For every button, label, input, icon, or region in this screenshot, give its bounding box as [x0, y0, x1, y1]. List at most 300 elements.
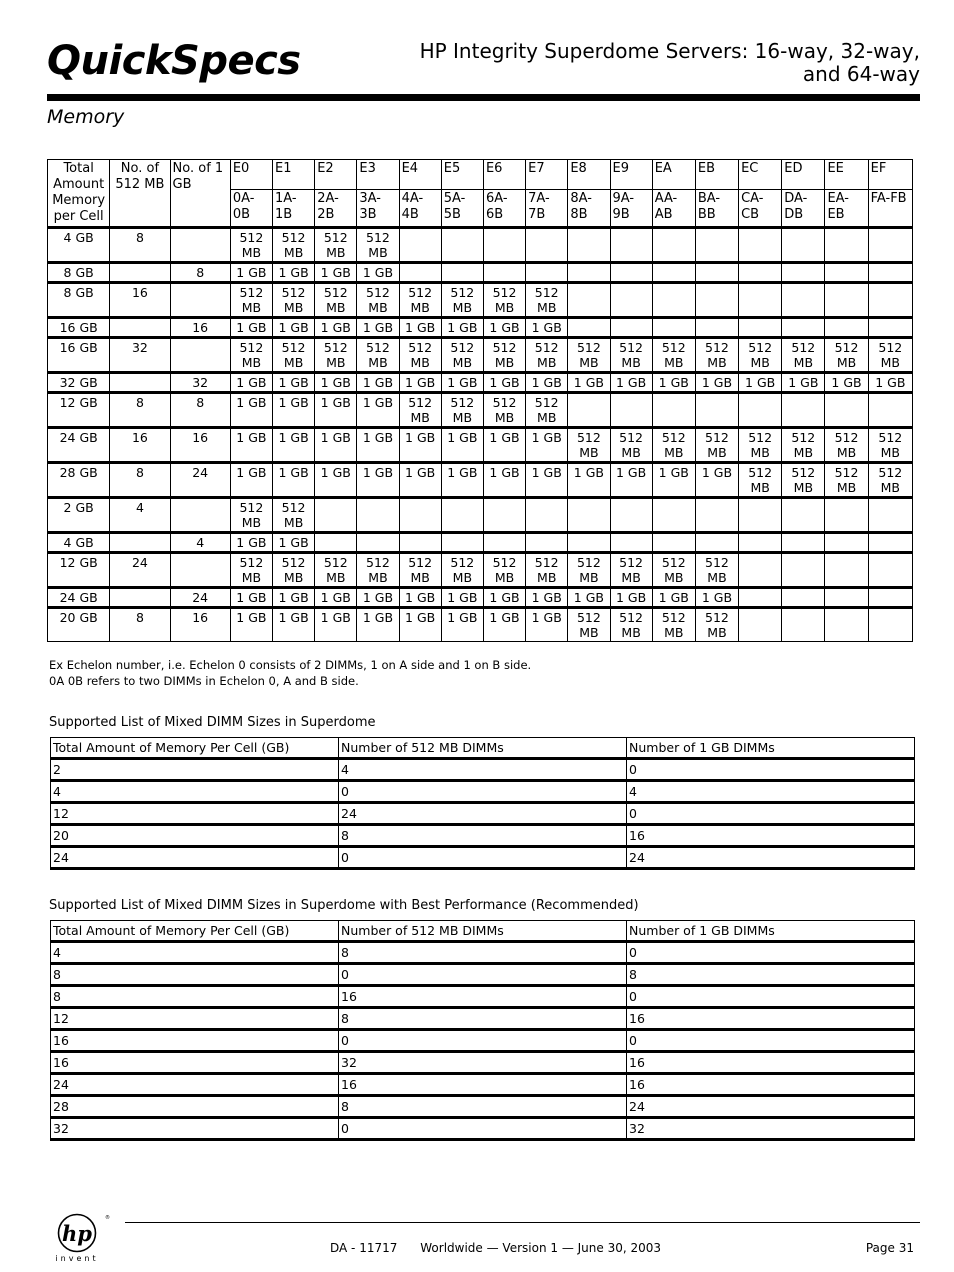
dimm-cell	[399, 533, 441, 553]
dimm-cell: 512 MB	[739, 428, 782, 463]
dimm-cell: 512 MB	[695, 553, 738, 588]
footer-page-number: Page 31	[865, 1241, 914, 1255]
cell-total: 32 GB	[48, 373, 110, 393]
dimm-cell	[695, 283, 738, 318]
echelon-header-row	[48, 160, 913, 190]
dimm-cell	[782, 393, 825, 428]
cell-n512: 24	[110, 553, 170, 588]
cell-total: 24 GB	[48, 588, 110, 608]
table-row	[48, 263, 913, 283]
table-row	[51, 964, 915, 986]
dimm-pair-header: BA-BB	[695, 190, 738, 228]
dimm-cell: 1 GB	[568, 463, 610, 498]
dimm-cell	[652, 263, 695, 283]
dimm-cell: 512 MB	[739, 463, 782, 498]
dimm-cell	[868, 533, 912, 553]
cell-n1g: 32	[170, 373, 230, 393]
dimm-cell: 512 MB	[825, 463, 868, 498]
dimm-cell: 512 MB	[610, 553, 652, 588]
dimm-cell: 512 MB	[441, 393, 483, 428]
dimm-cell: 512 MB	[399, 338, 441, 373]
header-rule	[47, 94, 920, 101]
table-cell: 24	[51, 1074, 339, 1096]
dimm-cell	[782, 608, 825, 642]
dimm-cell: 1 GB	[273, 533, 315, 553]
dimm-cell: 1 GB	[441, 428, 483, 463]
echelon-header: E1	[273, 160, 315, 190]
footer-doc-id: DA - 11717	[330, 1241, 398, 1255]
dimm-cell	[825, 228, 868, 263]
dimm-pair-header: 6A- 6B	[483, 190, 525, 228]
dimm-cell: 1 GB	[695, 373, 738, 393]
table-row	[48, 428, 913, 463]
recommended-dimm-table	[50, 920, 915, 1141]
table-cell: 16	[627, 825, 915, 847]
dimm-cell: 1 GB	[441, 588, 483, 608]
table-row	[48, 463, 913, 498]
cell-n512: 16	[110, 283, 170, 318]
table-cell: 0	[339, 964, 627, 986]
dimm-cell: 1 GB	[230, 393, 272, 428]
column-header: Number of 512 MB DIMMs	[339, 921, 627, 942]
table-row	[51, 1008, 915, 1030]
dimm-pair-header: CA- CB	[739, 190, 782, 228]
dimm-cell: 512 MB	[526, 393, 568, 428]
echelon-header: EA	[652, 160, 695, 190]
dimm-cell: 1 GB	[399, 608, 441, 642]
dimm-cell	[610, 228, 652, 263]
dimm-cell: 512 MB	[273, 498, 315, 533]
dimm-cell: 512 MB	[610, 338, 652, 373]
dimm-cell: 512 MB	[868, 428, 912, 463]
table-row	[51, 942, 915, 964]
dimm-cell: 1 GB	[357, 263, 399, 283]
dimm-cell	[399, 263, 441, 283]
table-cell: 8	[51, 986, 339, 1008]
dimm-cell: 512 MB	[568, 553, 610, 588]
mixed-dimm-table	[50, 737, 915, 870]
dimm-cell: 1 GB	[526, 373, 568, 393]
dimm-cell: 512 MB	[782, 463, 825, 498]
header-row	[51, 921, 915, 942]
cell-n1g	[170, 228, 230, 263]
dimm-cell	[825, 588, 868, 608]
table-cell: 8	[339, 825, 627, 847]
memory-configuration-table	[47, 159, 913, 642]
footer-doc-info	[330, 1241, 661, 1255]
dimm-cell: 1 GB	[695, 463, 738, 498]
dimm-cell: 1 GB	[357, 608, 399, 642]
dimm-cell	[825, 318, 868, 338]
column-header: Number of 1 GB DIMMs	[627, 921, 915, 942]
column-header: Total Amount of Memory Per Cell (GB)	[51, 921, 339, 942]
table-row	[48, 533, 913, 553]
dimm-cell: 512 MB	[825, 428, 868, 463]
dimm-cell	[739, 588, 782, 608]
cell-n512	[110, 373, 170, 393]
dimm-cell: 1 GB	[315, 588, 357, 608]
dimm-cell	[652, 228, 695, 263]
dimm-cell: 1 GB	[526, 318, 568, 338]
table-row	[51, 825, 915, 847]
dimm-cell: 1 GB	[230, 533, 272, 553]
dimm-cell: 512 MB	[230, 338, 272, 373]
dimm-cell	[739, 608, 782, 642]
dimm-cell: 512 MB	[483, 338, 525, 373]
dimm-cell	[610, 283, 652, 318]
dimm-cell	[825, 498, 868, 533]
cell-total: 8 GB	[48, 263, 110, 283]
cell-n1g: 4	[170, 533, 230, 553]
table-cell: 24	[627, 847, 915, 869]
dimm-cell: 1 GB	[357, 428, 399, 463]
dimm-cell	[695, 228, 738, 263]
dimm-cell: 1 GB	[568, 373, 610, 393]
table-cell: 0	[627, 759, 915, 781]
cell-total: 24 GB	[48, 428, 110, 463]
dimm-cell	[868, 588, 912, 608]
dimm-cell	[739, 318, 782, 338]
dimm-cell: 1 GB	[230, 463, 272, 498]
dimm-pair-header: 1A- 1B	[273, 190, 315, 228]
dimm-cell	[315, 498, 357, 533]
dimm-cell: 512 MB	[273, 228, 315, 263]
dimm-cell: 1 GB	[610, 588, 652, 608]
cell-total: 12 GB	[48, 553, 110, 588]
hp-logo-icon	[47, 1213, 110, 1263]
note-dimm-pair: 0A 0B refers to two DIMMs in Echelon 0, A and B side.	[49, 674, 359, 688]
column-header: Total Amount of Memory Per Cell (GB)	[51, 738, 339, 759]
dimm-pair-header: 8A- 8B	[568, 190, 610, 228]
dimm-pair-header: FA-FB	[868, 190, 912, 228]
dimm-cell: 512 MB	[610, 608, 652, 642]
dimm-cell	[868, 318, 912, 338]
table-row	[48, 228, 913, 263]
dimm-cell	[483, 263, 525, 283]
cell-n1g	[170, 553, 230, 588]
table-cell: 24	[51, 847, 339, 869]
dimm-cell	[399, 228, 441, 263]
echelon-header: E8	[568, 160, 610, 190]
dimm-cell: 512 MB	[568, 338, 610, 373]
dimm-cell	[652, 283, 695, 318]
dimm-cell: 1 GB	[315, 608, 357, 642]
dimm-cell	[825, 533, 868, 553]
table-cell: 0	[339, 1118, 627, 1140]
note-echelon: Ex Echelon number, i.e. Echelon 0 consists of 2 DIMMs, 1 on A side and 1 on B side.	[49, 658, 532, 672]
dimm-cell: 1 GB	[399, 588, 441, 608]
table-cell: 0	[339, 781, 627, 803]
dimm-cell: 512 MB	[399, 553, 441, 588]
dimm-cell: 512 MB	[441, 553, 483, 588]
cell-total: 12 GB	[48, 393, 110, 428]
table-cell: 8	[339, 942, 627, 964]
table-cell: 32	[51, 1118, 339, 1140]
dimm-pair-header: 7A- 7B	[526, 190, 568, 228]
dimm-cell	[526, 498, 568, 533]
dimm-cell	[739, 498, 782, 533]
dimm-cell: 512 MB	[652, 338, 695, 373]
table-cell: 32	[339, 1052, 627, 1074]
cell-n1g: 24	[170, 588, 230, 608]
dimm-cell: 1 GB	[230, 373, 272, 393]
cell-n512	[110, 588, 170, 608]
table-cell: 4	[51, 942, 339, 964]
table-row	[51, 781, 915, 803]
dimm-cell: 1 GB	[399, 373, 441, 393]
dimm-cell	[610, 393, 652, 428]
dimm-cell	[868, 263, 912, 283]
echelon-header: E5	[441, 160, 483, 190]
dimm-cell	[782, 533, 825, 553]
brand-title: QuickSpecs	[47, 38, 301, 84]
echelon-header: E9	[610, 160, 652, 190]
dimm-cell: 512 MB	[399, 283, 441, 318]
dimm-cell	[568, 393, 610, 428]
table-row	[51, 1096, 915, 1118]
dimm-cell	[739, 283, 782, 318]
dimm-cell: 1 GB	[782, 373, 825, 393]
dimm-cell: 1 GB	[273, 318, 315, 338]
dimm-cell: 512 MB	[273, 338, 315, 373]
dimm-cell: 1 GB	[230, 588, 272, 608]
header-num-1gb: No. of 1 GB	[170, 160, 230, 228]
dimm-cell: 512 MB	[230, 553, 272, 588]
dimm-cell: 512 MB	[273, 283, 315, 318]
document-title: HP Integrity Superdome Servers: 16-way, 32-way, and 64-way	[419, 39, 920, 86]
table-cell: 16	[51, 1030, 339, 1052]
cell-total: 16 GB	[48, 338, 110, 373]
dimm-cell	[739, 263, 782, 283]
column-header: Number of 1 GB DIMMs	[627, 738, 915, 759]
table-cell: 8	[627, 964, 915, 986]
dimm-cell	[695, 318, 738, 338]
cell-total: 4 GB	[48, 533, 110, 553]
dimm-cell: 1 GB	[568, 588, 610, 608]
dimm-cell	[782, 588, 825, 608]
dimm-cell: 1 GB	[652, 588, 695, 608]
cell-total: 4 GB	[48, 228, 110, 263]
dimm-cell	[825, 263, 868, 283]
dimm-cell: 1 GB	[230, 263, 272, 283]
dimm-pair-header: 0A- 0B	[230, 190, 272, 228]
dimm-pair-header: AA- AB	[652, 190, 695, 228]
dimm-cell	[695, 498, 738, 533]
dimm-cell: 512 MB	[230, 228, 272, 263]
dimm-cell: 1 GB	[825, 373, 868, 393]
table-cell: 16	[339, 986, 627, 1008]
table-row	[51, 759, 915, 781]
table-cell: 0	[339, 1030, 627, 1052]
dimm-cell: 512 MB	[483, 393, 525, 428]
table-cell: 0	[339, 847, 627, 869]
dimm-cell: 512 MB	[357, 553, 399, 588]
dimm-cell: 1 GB	[652, 373, 695, 393]
table-row	[51, 1118, 915, 1140]
dimm-cell: 512 MB	[230, 498, 272, 533]
dimm-cell: 512 MB	[315, 228, 357, 263]
table-cell: 16	[51, 1052, 339, 1074]
dimm-cell: 1 GB	[357, 393, 399, 428]
table-cell: 4	[627, 781, 915, 803]
dimm-cell: 1 GB	[315, 393, 357, 428]
cell-n512	[110, 533, 170, 553]
table-row	[48, 588, 913, 608]
dimm-cell: 1 GB	[230, 428, 272, 463]
hp-logo	[47, 1213, 110, 1263]
table-cell: 0	[627, 1030, 915, 1052]
svg-text:®: ®	[105, 1215, 110, 1221]
dimm-cell: 1 GB	[441, 608, 483, 642]
dimm-cell	[568, 263, 610, 283]
dimm-cell: 512 MB	[483, 553, 525, 588]
table-cell: 16	[339, 1074, 627, 1096]
dimm-cell	[441, 533, 483, 553]
dimm-cell: 1 GB	[483, 463, 525, 498]
cell-n1g: 16	[170, 608, 230, 642]
dimm-cell	[739, 228, 782, 263]
table-row	[51, 986, 915, 1008]
table-row	[48, 553, 913, 588]
dimm-cell: 1 GB	[273, 463, 315, 498]
dimm-cell: 1 GB	[230, 608, 272, 642]
dimm-cell	[568, 228, 610, 263]
dimm-cell	[868, 228, 912, 263]
dimm-cell: 1 GB	[483, 588, 525, 608]
dimm-cell: 1 GB	[868, 373, 912, 393]
dimm-cell	[610, 498, 652, 533]
cell-n512: 8	[110, 608, 170, 642]
dimm-cell: 512 MB	[526, 283, 568, 318]
recommended-dimm-caption: Supported List of Mixed DIMM Sizes in Superdome with Best Performance (Recommended)	[49, 898, 639, 913]
dimm-cell: 1 GB	[315, 428, 357, 463]
dimm-cell	[483, 533, 525, 553]
cell-n512: 8	[110, 393, 170, 428]
dimm-cell: 1 GB	[315, 318, 357, 338]
dimm-cell: 512 MB	[230, 283, 272, 318]
dimm-cell	[441, 228, 483, 263]
table-cell: 0	[627, 986, 915, 1008]
cell-n512: 4	[110, 498, 170, 533]
mixed-dimm-caption: Supported List of Mixed DIMM Sizes in Superdome	[49, 715, 376, 730]
table-cell: 8	[339, 1008, 627, 1030]
dimm-cell: 1 GB	[273, 588, 315, 608]
table-cell: 28	[51, 1096, 339, 1118]
dimm-pair-header: 5A- 5B	[441, 190, 483, 228]
dimm-cell	[825, 283, 868, 318]
dimm-cell: 1 GB	[357, 463, 399, 498]
table-row	[51, 1074, 915, 1096]
header-row	[51, 738, 915, 759]
dimm-cell: 512 MB	[526, 338, 568, 373]
table-row	[48, 608, 913, 642]
table-cell: 16	[627, 1074, 915, 1096]
dimm-cell	[825, 553, 868, 588]
dimm-cell	[825, 608, 868, 642]
dimm-cell: 512 MB	[357, 338, 399, 373]
dimm-cell	[868, 393, 912, 428]
dimm-cell: 1 GB	[526, 463, 568, 498]
dimm-cell	[441, 263, 483, 283]
table-notes	[49, 657, 531, 689]
dimm-cell: 1 GB	[441, 318, 483, 338]
cell-n512	[110, 318, 170, 338]
dimm-cell	[357, 498, 399, 533]
dimm-cell: 1 GB	[273, 263, 315, 283]
dimm-cell	[782, 498, 825, 533]
dimm-cell: 512 MB	[739, 338, 782, 373]
echelon-header: E4	[399, 160, 441, 190]
dimm-cell: 1 GB	[739, 373, 782, 393]
dimm-cell: 512 MB	[695, 428, 738, 463]
dimm-cell: 512 MB	[441, 338, 483, 373]
dimm-cell: 1 GB	[610, 373, 652, 393]
dimm-cell	[739, 533, 782, 553]
table-cell: 8	[51, 964, 339, 986]
dimm-cell: 1 GB	[483, 428, 525, 463]
cell-total: 8 GB	[48, 283, 110, 318]
dimm-cell	[315, 533, 357, 553]
dimm-cell: 1 GB	[610, 463, 652, 498]
dimm-cell	[357, 533, 399, 553]
dimm-cell: 512 MB	[568, 428, 610, 463]
dimm-cell	[739, 393, 782, 428]
cell-total: 20 GB	[48, 608, 110, 642]
dimm-cell	[695, 263, 738, 283]
echelon-header: ED	[782, 160, 825, 190]
dimm-cell: 512 MB	[315, 283, 357, 318]
dimm-cell	[868, 498, 912, 533]
table-row	[51, 1052, 915, 1074]
footer-version: Worldwide — Version 1 — June 30, 2003	[420, 1241, 662, 1255]
dimm-cell: 1 GB	[526, 608, 568, 642]
dimm-pair-header: 2A- 2B	[315, 190, 357, 228]
dimm-cell	[568, 283, 610, 318]
dimm-cell: 512 MB	[315, 338, 357, 373]
table-row	[48, 318, 913, 338]
dimm-cell: 1 GB	[441, 373, 483, 393]
dimm-cell: 1 GB	[441, 463, 483, 498]
dimm-cell	[652, 533, 695, 553]
table-cell: 20	[51, 825, 339, 847]
dimm-cell	[868, 608, 912, 642]
dimm-cell: 1 GB	[273, 373, 315, 393]
dimm-cell: 1 GB	[230, 318, 272, 338]
table-row	[48, 338, 913, 373]
dimm-cell	[610, 533, 652, 553]
echelon-header: E3	[357, 160, 399, 190]
echelon-header: EB	[695, 160, 738, 190]
dimm-cell: 512 MB	[782, 338, 825, 373]
dimm-cell	[782, 228, 825, 263]
dimm-cell: 512 MB	[652, 428, 695, 463]
dimm-cell	[526, 263, 568, 283]
dimm-cell: 1 GB	[273, 608, 315, 642]
echelon-header: EF	[868, 160, 912, 190]
dimm-cell: 512 MB	[483, 283, 525, 318]
dimm-cell: 1 GB	[483, 318, 525, 338]
cell-n1g: 8	[170, 263, 230, 283]
table-row	[48, 393, 913, 428]
table-row	[51, 803, 915, 825]
dimm-cell	[739, 553, 782, 588]
dimm-cell	[610, 263, 652, 283]
dimm-cell	[568, 318, 610, 338]
echelon-header: EE	[825, 160, 868, 190]
dimm-cell	[868, 553, 912, 588]
dimm-cell: 1 GB	[399, 463, 441, 498]
echelon-header: E0	[230, 160, 272, 190]
